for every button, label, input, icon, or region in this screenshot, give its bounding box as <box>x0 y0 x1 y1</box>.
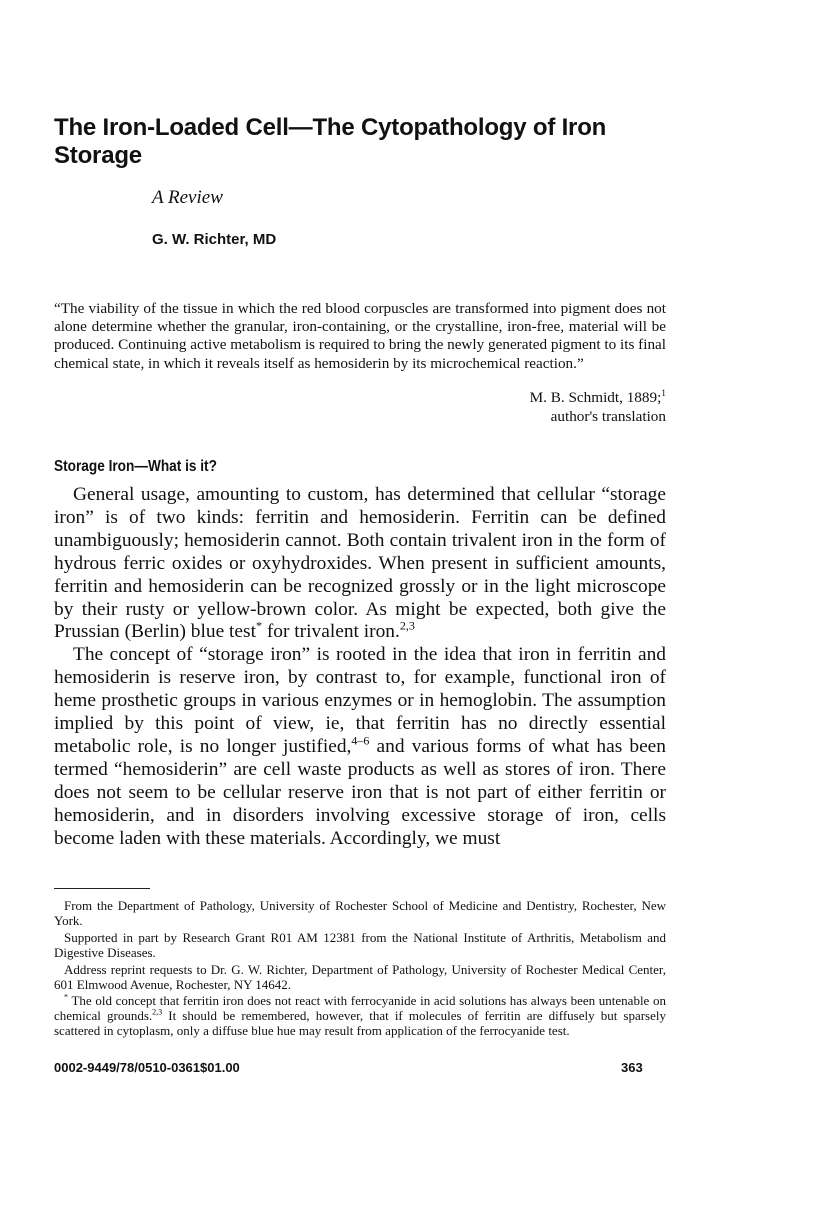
p1-text-b: for trivalent iron. <box>261 621 400 643</box>
page-number: 363 <box>621 1060 643 1075</box>
article-code: 0002-9449/78/0510-0361$01.00 <box>54 1060 240 1075</box>
p1-text: General usage, amounting to custom, has determined that cellular “storage iron” is of two kinds: ferritin and hemosiderin. Ferritin can be defined unambiguously; hemosiderin cannot. Both contain trivalent iron in the form of hydrous ferric oxides or oxyhydroxides. When present in sufficient amounts, ferritin and hemosiderin can be recognized grossly or in the light microscope by their rusty or yellow-brown color. As might be expected, both give the Prussian (Berlin) blue test <box>54 484 666 643</box>
footnote-note-citation: 2,3 <box>152 1008 163 1018</box>
attribution-source-line <box>400 389 666 408</box>
section-heading: Storage Iron—What is it? <box>54 458 217 475</box>
article-author: G. W. Richter, MD <box>152 231 277 248</box>
attribution-ref: 1 <box>661 388 666 399</box>
body-paragraph-2 <box>54 644 666 850</box>
footnote-reprints: Address reprint requests to Dr. G. W. Richter, Department of Pathology, University of Rochester Medical Center, 601 Elmwood Avenue, Rochester, NY 14642. <box>54 961 666 992</box>
p1-citation: 2,3 <box>399 618 415 633</box>
article-subtitle: A Review <box>152 187 223 208</box>
p1-footnote-mark: * <box>255 618 262 633</box>
epigraph-attribution <box>400 389 666 426</box>
p2-text-b: and various forms of what has been termed “hemosiderin” are cell waste products as well as stores of iron. There does not seem to be cellular reserve iron that is not part of either ferritin or hemosiderin, and in disorders involving excessive storage of iron, cells become laden with these materials. Accordingly, we must <box>54 735 666 849</box>
footnote-note <box>54 994 666 1039</box>
epigraph-quote: “The viability of the tissue in which the red blood corpuscles are transformed into pigment does not alone determine whether the granular, iron-containing, or the crystalline, iron-free, material will be produced. Continuing active metabolism is required to bring the newly generated pigment to its final chemical state, in which it reveals itself as hemosiderin by its microchemical reaction.” <box>54 300 666 372</box>
p2-citation: 4–6 <box>351 733 370 748</box>
attribution-source: M. B. Schmidt, 1889; <box>529 389 662 406</box>
body-paragraph-1 <box>54 484 666 644</box>
footnote-affiliation: From the Department of Pathology, University of Rochester School of Medicine and Dentistry, Rochester, New York. <box>54 898 666 928</box>
footnote-rule <box>54 888 150 889</box>
footnote-note-text: The old concept that ferritin iron does not react with ferrocyanide in acid solutions has always been untenable on chemical grounds. <box>54 993 666 1024</box>
attribution-note: author's translation <box>550 407 666 425</box>
footnote-note-text-b: It should be remembered, however, that if molecules of ferritin are diffusely but sparsely scattered in cytoplasm, only a diffuse blue hue may result from application of the ferrocyanide test. <box>54 1008 666 1039</box>
footnote-note-mark: * <box>64 993 69 1003</box>
p2-text: The concept of “storage iron” is rooted in the idea that iron in ferritin and hemosiderin is reserve iron, by contrast to, for example, functional iron of heme prosthetic groups in various enzymes or in hemoglobin. The assumption implied by this point of view, ie, that ferritin has no directly essential metabolic role, is no longer justified, <box>54 644 666 757</box>
section-body <box>54 484 666 851</box>
footnotes <box>54 899 666 1041</box>
footnote-support: Supported in part by Research Grant R01 AM 12381 from the National Institute of Arthritis, Metabolism and Digestive Diseases. <box>54 929 666 960</box>
article-title: The Iron-Loaded Cell—The Cytopathology of Iron Storage <box>54 114 607 169</box>
